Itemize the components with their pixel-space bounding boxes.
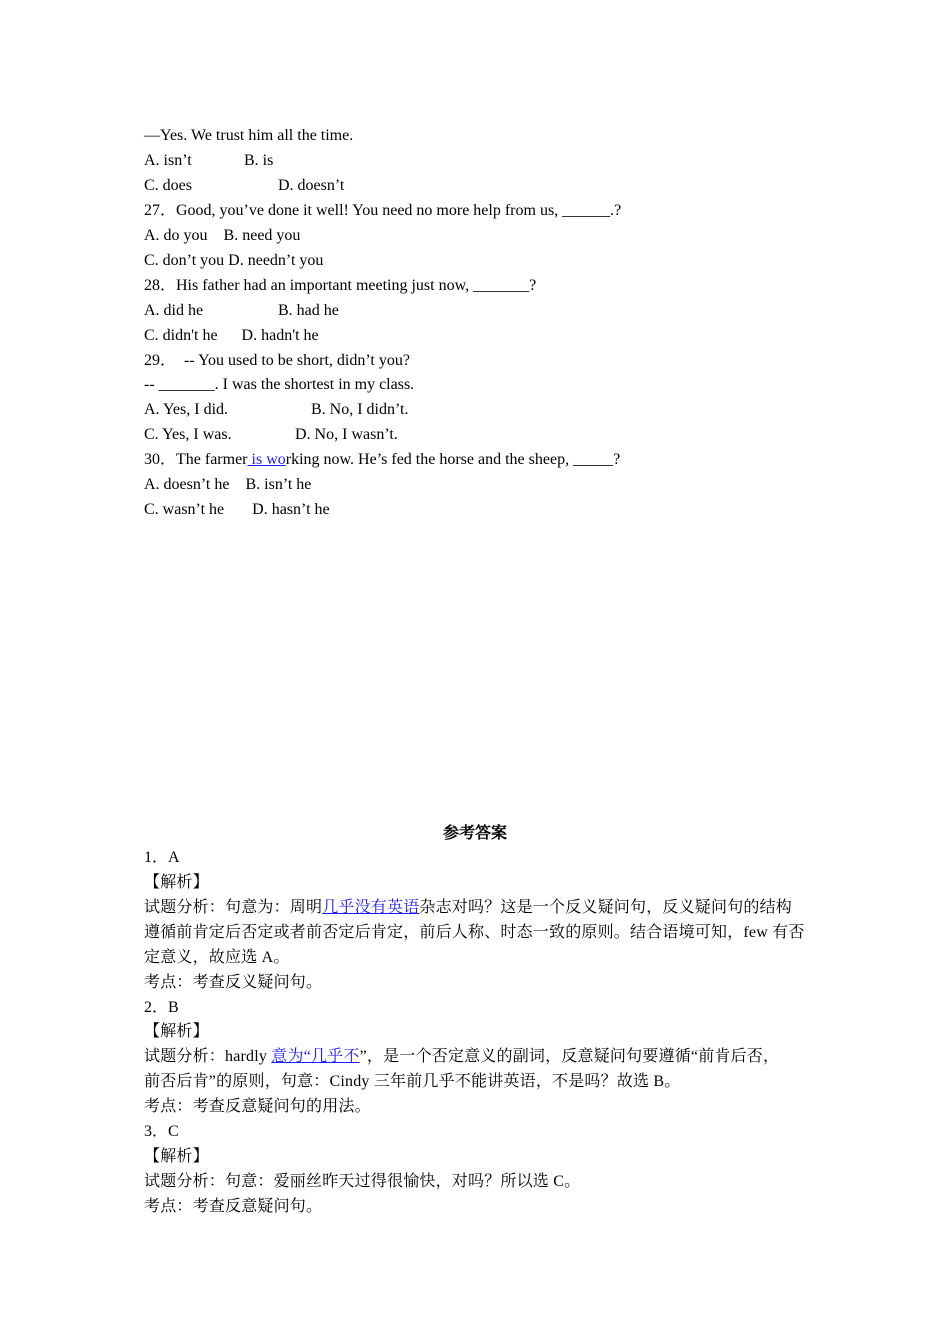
q26-option-a: A. isn’t — [144, 152, 192, 169]
q28-stem: 28．His father had an important meeting just now, _______? — [144, 277, 537, 294]
q26-option-d: D. doesn’t — [278, 177, 345, 194]
q30-options-cd: C. wasn’t he D. hasn’t he — [144, 501, 330, 518]
answer-1-analysis-line-1 — [144, 898, 792, 918]
answer-1-number: 1．A — [144, 849, 180, 866]
q29-option-d: D. No, I wasn’t. — [295, 426, 398, 443]
answer-1-analysis-tag: 【解析】 — [144, 874, 209, 891]
q28-options-ab — [144, 301, 339, 321]
q29-options-cd — [144, 425, 398, 445]
q26-options-ab — [144, 151, 274, 171]
q29-response-blank: -- _______. I was the shortest in my class. — [144, 376, 415, 393]
answer-3-knowledge-point: 考点：考查反意疑问句。 — [144, 1198, 323, 1215]
q26-option-b: B. is — [244, 152, 274, 169]
answer-1-knowledge-point: 考点：考查反义疑问句。 — [144, 974, 323, 991]
answer-3-analysis-tag: 【解析】 — [144, 1148, 209, 1165]
answer-2-analysis-tag: 【解析】 — [144, 1023, 209, 1040]
answer-2-analysis-line-1 — [144, 1047, 779, 1067]
answer-key-title: 参考答案 — [442, 825, 507, 842]
answer-2-hyperlink[interactable]: 意为“几乎不 — [271, 1048, 360, 1065]
q29-option-a: A. Yes, I did. — [144, 401, 229, 418]
answer-1-text-end: 杂志对吗？这是一个反义疑问句，反义疑问句的结构 — [419, 899, 793, 916]
answer-2-analysis-line-2: 前否后肯”的原则，句意：Cindy 三年前几乎不能讲英语，不是吗？故选 B。 — [144, 1073, 681, 1090]
answer-2-number: 2．B — [144, 999, 179, 1016]
q26-option-c: C. does — [144, 177, 192, 194]
answer-1-text-start: 试题分析：句意为：周明 — [144, 899, 323, 916]
q30-options-ab: A. doesn’t he B. isn’t he — [144, 476, 312, 493]
q28-option-b: B. had he — [278, 302, 339, 319]
q29-option-c: C. Yes, I was. — [144, 426, 232, 443]
answer-2-text-end: ”，是一个否定意义的副词，反意疑问句要遵循“前肯后否， — [359, 1048, 780, 1065]
q30-hyperlink[interactable]: is wo — [247, 451, 286, 468]
q28-option-a: A. did he — [144, 302, 204, 319]
q29-stem: 29． -- You used to be short, didn’t you? — [144, 352, 410, 369]
answer-2-knowledge-point: 考点：考查反意疑问句的用法。 — [144, 1098, 371, 1115]
q28-options-cd: C. didn't he D. hadn't he — [144, 327, 319, 344]
q30-stem-start: 30．The farmer — [144, 451, 248, 468]
q29-options-ab — [144, 400, 409, 420]
answer-3-number: 3．C — [144, 1123, 179, 1140]
q27-options-ab: A. do you B. need you — [144, 227, 301, 244]
q27-options-cd: C. don’t you D. needn’t you — [144, 252, 324, 269]
q26-answer-line: —Yes. We trust him all the time. — [144, 127, 354, 144]
answer-1-analysis-line-3: 定意义，故应选 A。 — [144, 949, 290, 966]
q29-option-b: B. No, I didn’t. — [311, 401, 409, 418]
q30-stem — [144, 450, 620, 470]
answer-1-analysis-line-2: 遵循前肯定后否定或者前否定后肯定，前后人称、时态一致的原则。结合语境可知，few 有否 — [144, 924, 805, 941]
answer-2-text-start: 试题分析：hardly — [144, 1048, 272, 1065]
q30-stem-end: rking now. He’s fed the horse and the sheep, _____? — [285, 451, 621, 468]
q26-options-cd — [144, 176, 345, 196]
q27-stem: 27．Good, you’ve done it well! You need no more help from us, ______.? — [144, 202, 622, 219]
answer-1-hyperlink[interactable]: 几乎没有英语 — [322, 899, 420, 916]
answer-3-analysis-line-1: 试题分析：句意：爱丽丝昨天过得很愉快，对吗？所以选 C。 — [144, 1173, 581, 1190]
